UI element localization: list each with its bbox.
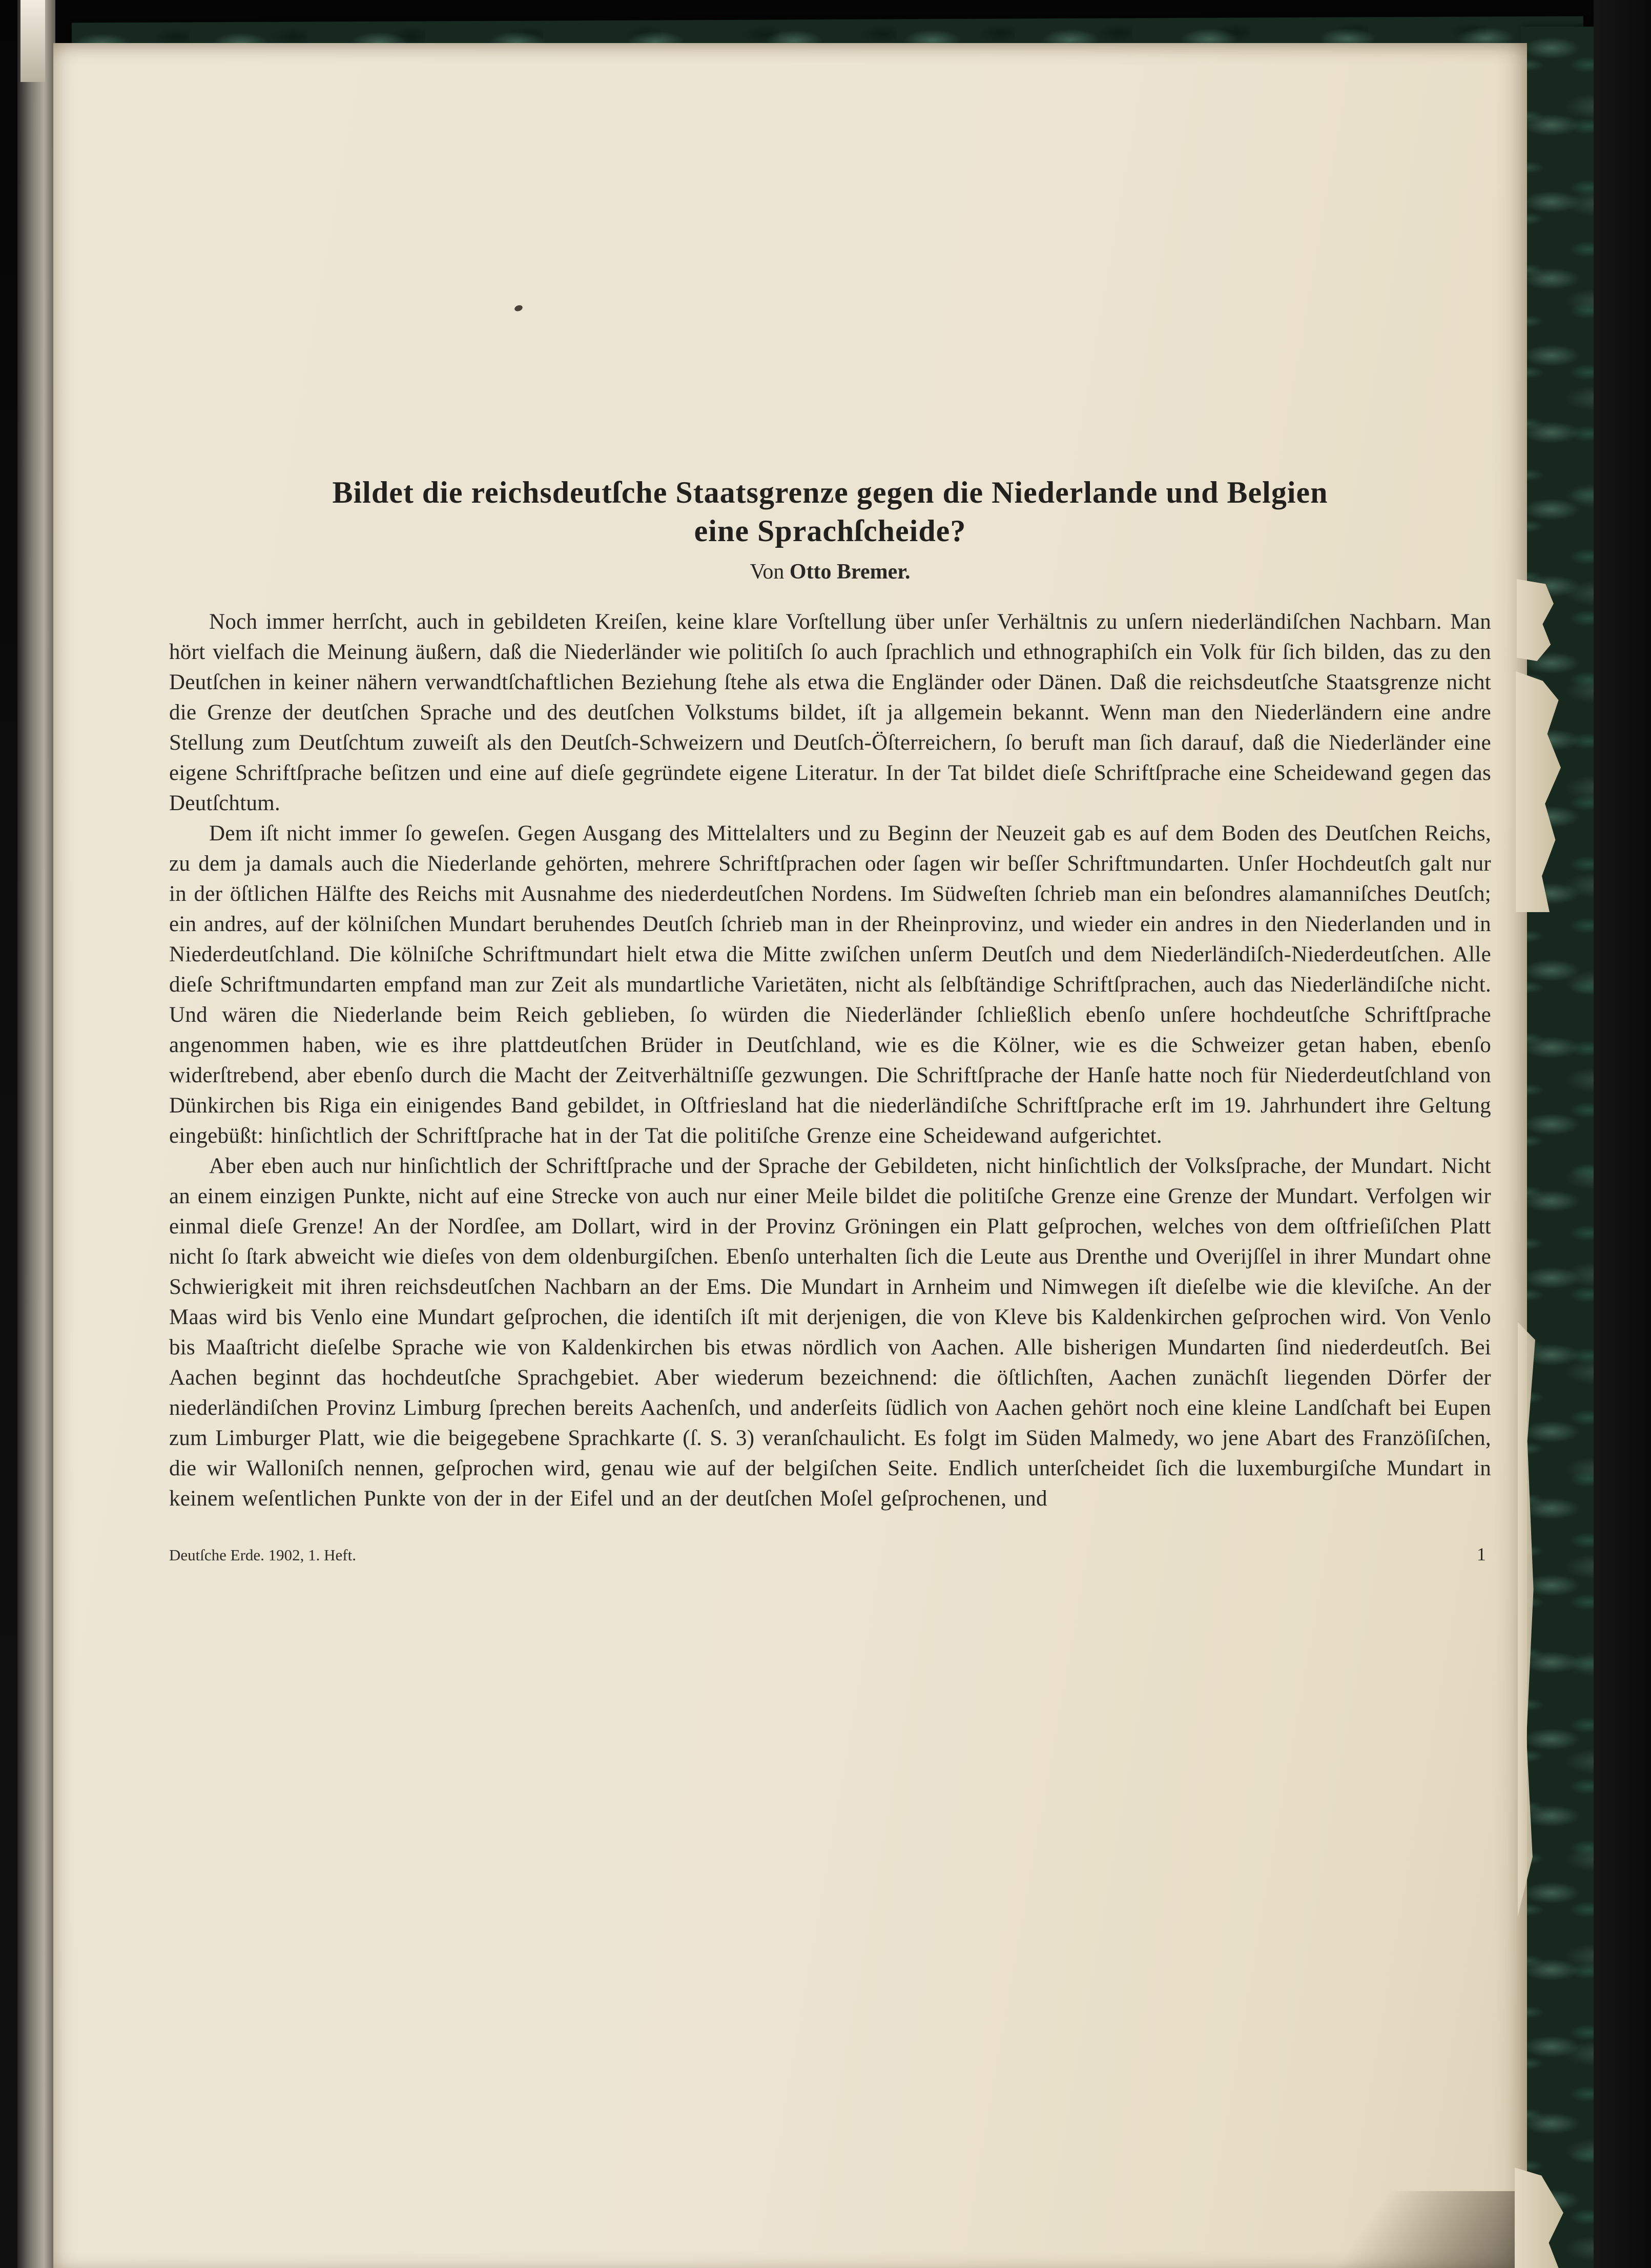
article-title-line1: Bildet die reichsdeutſche Staatsgrenze gegen die Niederlande und Belgien bbox=[332, 476, 1328, 509]
byline-prefix: Von bbox=[750, 560, 790, 584]
book-cover-right-dark-area bbox=[1594, 0, 1651, 2268]
scanned-page bbox=[53, 43, 1527, 2268]
author-name: Otto Bremer. bbox=[789, 560, 911, 584]
article-title-line2: eine Sprachſcheide? bbox=[694, 514, 966, 548]
page-number: 1 bbox=[1477, 1544, 1486, 1564]
marbled-cover-right-edge bbox=[1521, 27, 1594, 2268]
ink-speck bbox=[514, 304, 524, 313]
page-bottom-corner-shadow bbox=[1261, 2191, 1527, 2268]
journal-footer-citation: Deutſche Erde. 1902, 1. Heft. bbox=[169, 1546, 356, 1564]
adjacent-page-edge-left bbox=[17, 0, 55, 2268]
article-title bbox=[169, 473, 1491, 550]
page-footer bbox=[169, 1543, 1491, 1565]
byline bbox=[169, 560, 1491, 584]
paragraph-1: Noch immer herrſcht, auch in gebildeten Kreiſen, keine klare Vorſtellung über unſer Verhältnis zu unſern niederländiſchen Nachbarn. Man hört vielfach die Meinung äußern, daß die Niederländer wie politiſch ſo auch ſprachlich und ethnographiſch ein Volk für ſich bilden, das zu den Deutſchen in keiner nähern verwandtſchaftlichen Beziehung ſtehe als etwa die Engländer oder Dänen. Daß die reichsdeutſche Staatsgrenze nicht die Grenze der deutſchen Sprache und des deutſchen Volkstums bildet, iſt ja allgemein bekannt. Wenn man den Niederländern eine andre Stellung zum Deutſchtum zuweiſt als den Deutſch-Schweizern und Deutſch-Öſterreichern, ſo beruft man ſich darauf, daß die Niederländer eine eigene Schriftſprache beſitzen und eine auf dieſe gegründete eigene Literatur. In der Tat bildet dieſe Schriftſprache eine Scheidewand gegen das Deutſchtum. bbox=[169, 610, 1491, 815]
paragraph-2: Dem iſt nicht immer ſo geweſen. Gegen Ausgang des Mittelalters und zu Beginn der Neuzeit gab es auf dem Boden des Deutſchen Reichs, zu dem ja damals auch die Niederlande gehörten, mehrere Schriftſprachen oder ſagen wir beſſer Schriftmundarten. Unſer Hochdeutſch galt nur in der öſtlichen Hälfte des Reichs mit Ausnahme des niederdeutſchen Nordens. Im Südweſten ſchrieb man ein beſondres alamanniſches Deutſch; ein andres, auf der kölniſchen Mundart beruhendes Deutſch ſchrieb man in der Rheinprovinz, und wieder ein andres in den Niederlanden und in Niederdeutſchland. Die kölniſche Schriftmundart hielt etwa die Mitte zwiſchen unſerm Deutſch und dem Niederländiſch-Niederdeutſchen. Alle dieſe Schriftmundarten empfand man zur Zeit als mundartliche Varietäten, nicht als ſelbſtändige Schriftſprachen, auch das Niederländiſche nicht. Und wären die Niederlande beim Reich geblieben, ſo würden die Niederländer ſchließlich ebenſo unſere hochdeutſche Schriftſprache angenommen haben, wie es ihre plattdeutſchen Brüder in Deutſchland, wie es die Kölner, wie es die Schweizer getan haben, ebenſo widerſtrebend, aber ebenſo durch die Macht der Zeitverhältniſſe gezwungen. Die Schriftſprache der Hanſe hatte noch für Niederdeutſchland von Dünkirchen bis Riga ein einigendes Band gebildet, in Oſtfriesland hat die niederländiſche Schriftſprache erſt im 19. Jahrhundert ihre Geltung eingebüßt: hinſichtlich der Schriftſprache hat in der Tat die politiſche Grenze eine Scheidewand aufgerichtet. bbox=[169, 821, 1491, 1148]
adjacent-page-corner-top-left bbox=[20, 0, 45, 82]
paragraph-3: Aber eben auch nur hinſichtlich der Schriftſprache und der Sprache der Gebildeten, nicht hinſichtlich der Volksſprache, der Mundart. Nicht an einem einzigen Punkte, nicht auf eine Strecke von auch nur einer Meile bildet die politiſche Grenze eine Grenze der Mundart. Verfolgen wir einmal dieſe Grenze! An der Nordſee, am Dollart, wird in der Provinz Gröningen ein Platt geſprochen, welches von dem oſtfrieſiſchen Platt nicht ſo ſtark abweicht wie dieſes von dem oldenburgiſchen. Ebenſo unterhalten ſich die Leute aus Drenthe und Overijſſel in ihrer Mundart ohne Schwierigkeit mit ihren reichsdeutſchen Nachbarn an der Ems. Die Mundart in Arnheim und Nimwegen iſt dieſelbe wie die kleviſche. An der Maas wird bis Venlo eine Mundart geſprochen, die identiſch iſt mit derjenigen, die von Kleve bis Kaldenkirchen geſprochen wird. Von Venlo bis Maaſtricht dieſelbe Sprache wie von Kaldenkirchen bis etwas nördlich von Aachen. Alle bisherigen Mundarten ſind niederdeutſch. Bei Aachen beginnt das hochdeutſche Sprachgebiet. Aber wiederum bezeichnend: die öſtlichſten, Aachen zunächſt liegenden Dörfer der niederländiſchen Provinz Limburg ſprechen bereits Aachenſch, und anderſeits ſüdlich von Aachen gehört noch eine kleine Landſchaft bei Eupen zum Limburger Platt, wie die beigegebene Sprachkarte (ſ. S. 3) veranſchaulicht. Es folgt im Süden Malmedy, wo jene Abart des Franzöſiſchen, die wir Walloniſch nennen, geſprochen wird, genau wie auf der belgiſchen Seite. Endlich unterſcheidet ſich die luxemburgiſche Mundart in keinem weſentlichen Punkte von der in der Eifel und an der deutſchen Moſel geſprochenen, und bbox=[169, 1154, 1491, 1511]
